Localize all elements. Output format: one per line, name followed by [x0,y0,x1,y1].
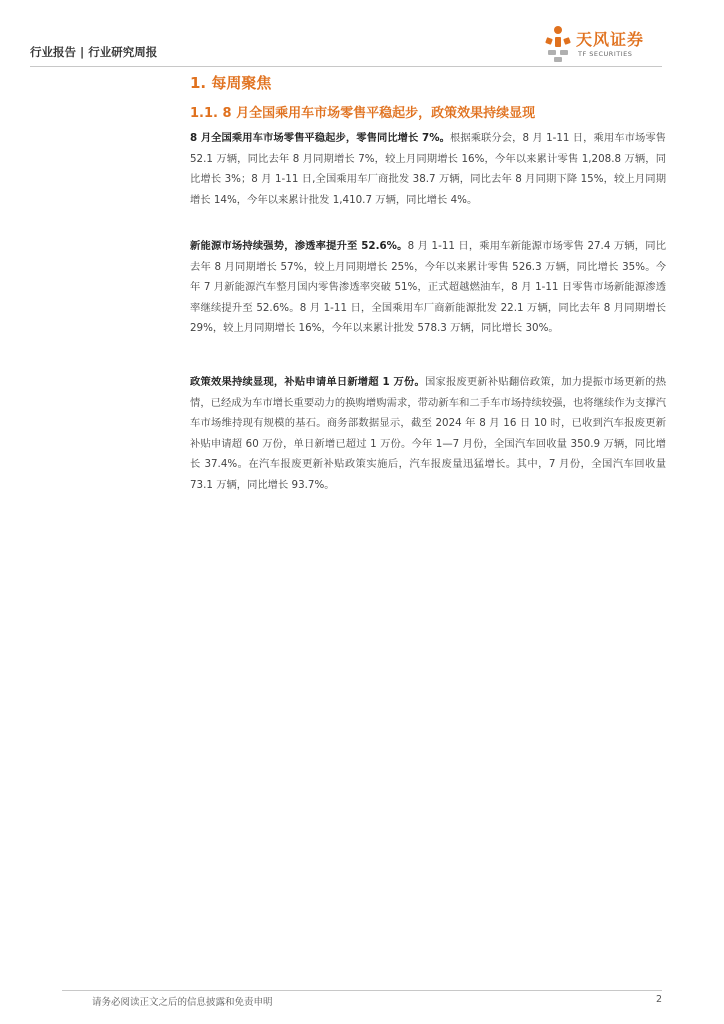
paragraph-nev [190,236,666,339]
paragraph-lead: 政策效果持续显现，补贴申请单日新增超 1 万份。 [190,376,425,388]
paragraph-body: 8 月 1-11 日，乘用车新能源市场零售 27.4 万辆，同比去年 8 月同期增长 57%，较上月同期增长 25%，今年以来累计零售 526.3 万辆，同比增长 35%。今年 7 月新能源汽车整月国内零售渗透率突破 51%，正式超越燃油车，8 月 1-11 日零售市场新能源渗透率继续提升至 52.6%。8 月 1-11 日，全国乘用车厂商新能源批发 22.1 万辆，同比去年 8 月同期增长 29%，较上月同期增长 16%，今年以来累计批发 578.3 万辆，同比增长 30%。 [190,240,666,334]
logo-english-name: TF SECURITIES [578,50,633,58]
logo-mark-icon [542,24,574,64]
page-header [30,20,662,66]
page-number: 2 [655,994,662,1005]
report-category: 行业报告 | 行业研究周报 [30,45,158,59]
section-heading: 1. 每周聚焦 [190,74,272,92]
paragraph-lead: 8 月全国乘用车市场零售平稳起步，零售同比增长 7%。 [190,132,450,144]
subsection-heading: 1.1. 8 月全国乘用车市场零售平稳起步，政策效果持续显现 [190,106,536,121]
company-logo [532,24,662,64]
paragraph-lead: 新能源市场持续强势，渗透率提升至 52.6%。 [190,240,408,252]
paragraph-body: 国家报废更新补贴翻倍政策，加力提振市场更新的热情，已经成为车市增长重要动力的换购增购需求，带动新车和二手车市场持续较强，也将继续作为支撑汽车市场维持现有规模的基石。商务部数据显示，截至 2024 年 8 月 16 日 10 时，已收到汽车报废更新补贴申请超 60 万份，单日新增已超过 1 万份。今年 1—7 月份，全国汽车回收量 350.9 万辆，同比增长 37.4%。在汽车报废更新补贴政策实施后，汽车报废量迅猛增长。其中，7 月份，全国汽车回收量 73.1 万辆，同比增长 93.7%。 [190,376,666,491]
paragraph-policy [190,372,666,495]
logo-chinese-name: 天风证券 [576,30,645,49]
header-divider [30,66,662,67]
footer-disclaimer: 请务必阅读正文之后的信息披露和免责申明 [92,997,273,1008]
footer-divider [62,990,662,991]
paragraph-retail [190,128,666,210]
paragraph-body: 根据乘联分会，8 月 1-11 日，乘用车市场零售 52.1 万辆，同比去年 8 月同期增长 7%，较上月同期增长 16%，今年以来累计零售 1,208.8 万辆，同比增长 3%；8 月 1-11 日,全国乘用车厂商批发 38.7 万辆，同比去年 8 月同期下降 15%，较上月同期增长 14%，今年以来累计批发 1,410.7 万辆，同比增长 4%。 [190,132,666,206]
